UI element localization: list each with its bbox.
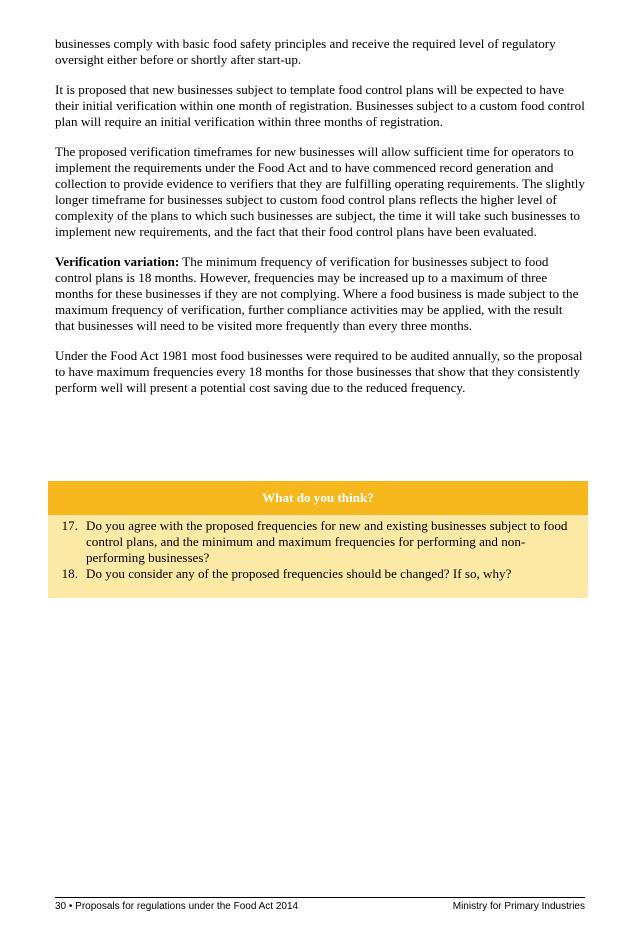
paragraph-initial-verification: It is proposed that new businesses subject to template food control plans will be expected to have their initial verification within one month of registration. Businesses subject to a custom food control plan will require an initial verification within three months of registration. xyxy=(55,82,585,129)
document-body xyxy=(55,36,585,410)
question-item xyxy=(48,518,588,566)
question-number: 18. xyxy=(61,566,78,581)
question-list xyxy=(48,518,588,582)
question-text: Do you consider any of the proposed frequencies should be changed? If so, why? xyxy=(86,566,512,581)
paragraph-verification-timeframes: The proposed verification timeframes for new businesses will allow sufficient time for operators to implement the requirements under the Food Act and to have commenced record generation and collection to provide evidence to verifiers that they are fulfilling operating requirements. The slightly longer timeframe for businesses subject to custom food control plans reflects the higher level of complexity of the plans to which such businesses are subject, the time it will take such businesses to implement new requirements, and the fact that their food control plans have been evaluated. xyxy=(55,144,585,239)
question-item xyxy=(48,566,588,582)
paragraph-food-act-1981: Under the Food Act 1981 most food businesses were required to be audited annually, so the proposal to have maximum frequencies every 18 months for those businesses that show that they consistently perform well will present a potential cost saving due to the reduced frequency. xyxy=(55,348,583,395)
question-number: 17. xyxy=(61,518,78,533)
question-box-title: What do you think? xyxy=(48,481,588,515)
verification-variation-text: The minimum frequency of verification for businesses subject to food control plans is 18 months. However, frequencies may be increased up to a maximum of three months for these businesses if they are not complying. Where a food business is made subject to the maximum frequency of verification, further compliance activities may be applied, with the result that businesses will need to be visited more frequently than every three months. xyxy=(55,254,579,333)
verification-variation-heading: Verification variation: xyxy=(55,254,180,269)
page-footer xyxy=(55,897,585,912)
paragraph-verification-variation xyxy=(55,254,585,334)
footer-left: 30 • Proposals for regulations under the Food Act 2014 xyxy=(55,901,299,912)
question-text: Do you agree with the proposed frequencies for new and existing businesses subject to food control plans, and the minimum and maximum frequencies for performing and non-performing businesses? xyxy=(86,518,568,565)
paragraph-start-up: businesses comply with basic food safety principles and receive the required level of regulatory oversight either before or shortly after start-up. xyxy=(55,36,556,67)
question-box xyxy=(48,481,588,598)
footer-right: Ministry for Primary Industries xyxy=(452,901,585,912)
